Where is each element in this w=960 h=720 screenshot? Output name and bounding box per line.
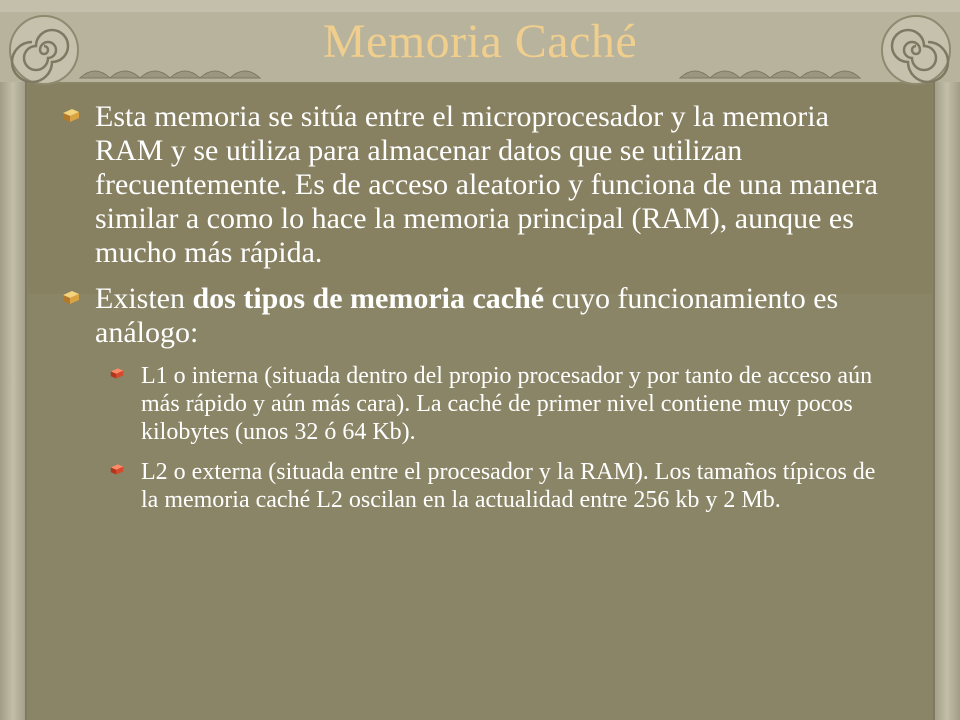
sub-bullet-text: L2 o externa (situada entre el procesador y la RAM). Los tamaños típicos de la memoria caché L2 oscilan en la actualidad entre 256 kb y 2 Mb. bbox=[141, 459, 876, 513]
spiral-scroll-icon bbox=[4, 10, 84, 90]
3d-bar-bullet-icon bbox=[110, 462, 124, 476]
spiral-scroll-icon bbox=[876, 10, 956, 90]
bullet-text-bold: dos tipos de memoria caché bbox=[192, 282, 545, 315]
bullet-item bbox=[62, 100, 882, 270]
sub-bullet-text: L1 o interna (situada dentro del propio procesador y por tanto de acceso aún más rápido y aún más cara). La caché de primer nivel contiene muy pocos kilobytes (unos 32 ó 64 Kb). bbox=[141, 363, 873, 445]
bullet-item bbox=[62, 282, 882, 350]
3d-bar-bullet-icon bbox=[62, 288, 80, 306]
slide-title: Memoria Caché bbox=[322, 15, 638, 68]
bullet-text: Esta memoria se sitúa entre el microprocesador y la memoria RAM y se utiliza para almacenar datos que se utilizan frecuentemente. Es de acceso aleatorio y funciona de una manera similar a como lo hace la memoria principal (RAM), aunque es mucho más rápida. bbox=[95, 100, 878, 269]
3d-bar-bullet-icon bbox=[110, 366, 124, 380]
sub-bullet-item bbox=[108, 458, 882, 514]
bullet-text-suffix: cuyo funcionamiento es análogo: bbox=[95, 282, 839, 349]
slide-body bbox=[62, 100, 882, 526]
3d-bar-bullet-icon bbox=[62, 106, 80, 124]
sub-bullet-item bbox=[108, 362, 882, 446]
bullet-text-prefix: Existen bbox=[95, 282, 193, 315]
